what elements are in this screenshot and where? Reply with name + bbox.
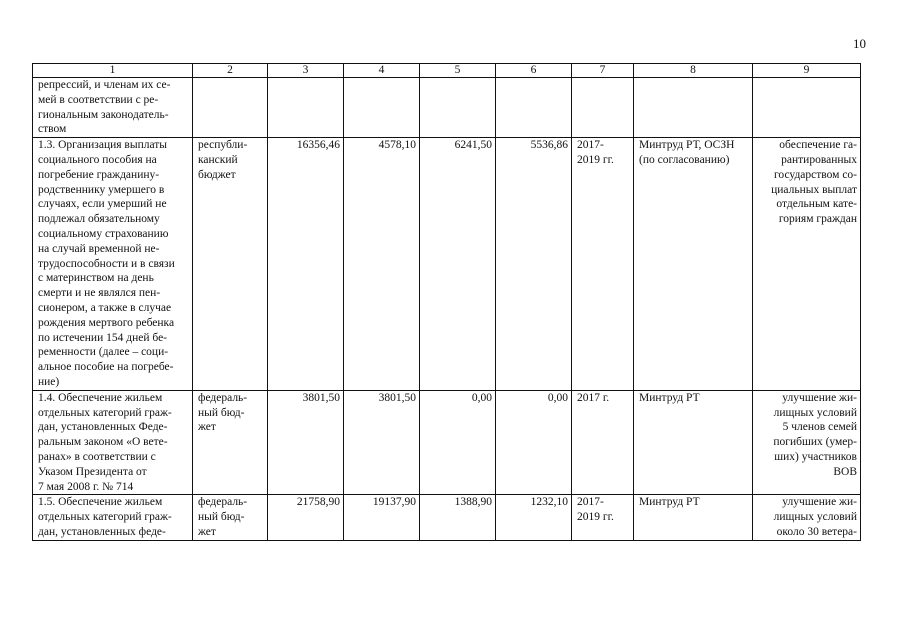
- column-number-5: 5: [420, 64, 496, 78]
- activity-cell: 1.5. Обеспечение жильем отдельных категорий граж- дан, установленных феде-: [33, 495, 193, 540]
- column-number-7: 7: [572, 64, 634, 78]
- year-2019-amount-cell: 1232,10: [496, 495, 572, 540]
- total-amount-cell: 16356,46: [268, 138, 344, 391]
- column-number-8: 8: [634, 64, 753, 78]
- year-2017-amount-cell: 3801,50: [344, 390, 420, 495]
- period-cell: [572, 78, 634, 138]
- executor-cell: [634, 78, 753, 138]
- expected-result-cell: улучшение жи- лищных условий 5 членов семей погибших (умер- ших) участников ВОВ: [753, 390, 861, 495]
- table-row: [33, 495, 861, 540]
- activity-cell: 1.3. Организация выплаты социального пособия на погребение гражданину- родственнику умершего в случаях, если умерший не подлежал обязательному социальному страхованию на случай временной не- трудоспособности и в связи с материнством на день смерти и не являлся пен- сионером, а также в случае рождения мертвого ребенка по истечении 154 дней бе- ременности (далее – соци- альное пособие на погребе- ние): [33, 138, 193, 391]
- period-cell: 2017 г.: [572, 390, 634, 495]
- year-2018-amount-cell: 6241,50: [420, 138, 496, 391]
- column-number-1: 1: [33, 64, 193, 78]
- total-amount-cell: [268, 78, 344, 138]
- year-2017-amount-cell: 4578,10: [344, 138, 420, 391]
- year-2019-amount-cell: [496, 78, 572, 138]
- funding-source-cell: [193, 78, 268, 138]
- year-2017-amount-cell: 19137,90: [344, 495, 420, 540]
- period-cell: 2017- 2019 гг.: [572, 138, 634, 391]
- year-2017-amount-cell: [344, 78, 420, 138]
- table-row: [33, 78, 861, 138]
- column-number-9: 9: [753, 64, 861, 78]
- column-number-2: 2: [193, 64, 268, 78]
- activity-cell: репрессий, и членам их се- мей в соответствии с ре- гиональным законодатель- ством: [33, 78, 193, 138]
- funding-source-cell: республи- канский бюджет: [193, 138, 268, 391]
- table-row: [33, 390, 861, 495]
- activity-cell: 1.4. Обеспечение жильем отдельных категорий граж- дан, установленных Феде- ральным законом «О вете- ранах» в соответствии с Указом Президента от 7 мая 2008 г. № 714: [33, 390, 193, 495]
- year-2018-amount-cell: 0,00: [420, 390, 496, 495]
- expected-result-cell: [753, 78, 861, 138]
- year-2018-amount-cell: [420, 78, 496, 138]
- program-table: [32, 63, 861, 541]
- total-amount-cell: 3801,50: [268, 390, 344, 495]
- year-2018-amount-cell: 1388,90: [420, 495, 496, 540]
- column-number-4: 4: [344, 64, 420, 78]
- executor-cell: Минтруд РТ: [634, 390, 753, 495]
- period-cell: 2017- 2019 гг.: [572, 495, 634, 540]
- executor-cell: Минтруд РТ, ОСЗН (по согласованию): [634, 138, 753, 391]
- column-number-3: 3: [268, 64, 344, 78]
- table-row: [33, 138, 861, 391]
- year-2019-amount-cell: 5536,86: [496, 138, 572, 391]
- funding-source-cell: федераль- ный бюд- жет: [193, 495, 268, 540]
- header-row: [33, 64, 861, 78]
- column-number-6: 6: [496, 64, 572, 78]
- executor-cell: Минтруд РТ: [634, 495, 753, 540]
- total-amount-cell: 21758,90: [268, 495, 344, 540]
- year-2019-amount-cell: 0,00: [496, 390, 572, 495]
- funding-source-cell: федераль- ный бюд- жет: [193, 390, 268, 495]
- expected-result-cell: обеспечение га- рантированных государством со- циальных выплат отдельным кате- гориям граждан: [753, 138, 861, 391]
- page-number: 10: [853, 36, 866, 51]
- expected-result-cell: улучшение жи- лищных условий около 30 ветера-: [753, 495, 861, 540]
